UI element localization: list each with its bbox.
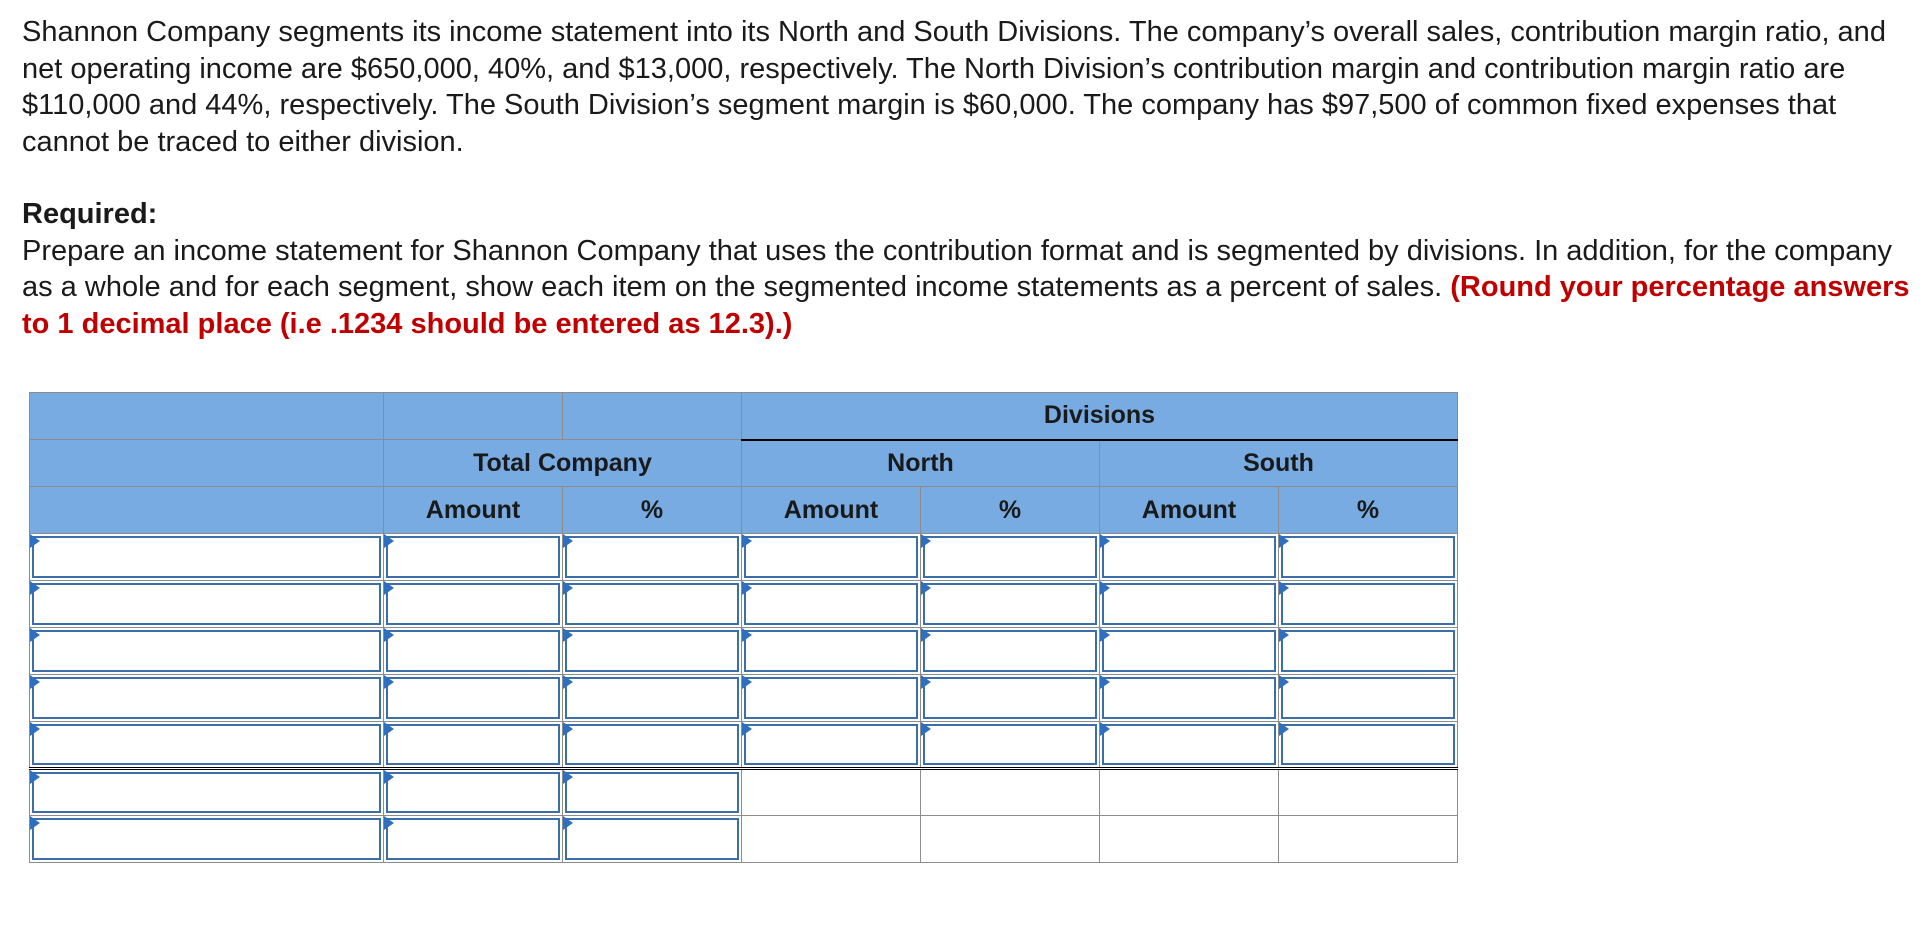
input-marker-icon — [384, 816, 394, 830]
south-amount-input[interactable] — [1100, 628, 1279, 675]
table-row — [30, 581, 1458, 628]
input-marker-icon — [1100, 628, 1110, 642]
problem-intro: Shannon Company segments its income statement into its North and South Divisions. The company’s overall sales, contribution margin ratio, and net operating income are $650,000, 40%, and $13,000, respectively. The North Division’s contribution margin and contribution margin ratio are $110,000 and 44%, respectively. The South Division’s segment margin is $60,000. The company has $97,500 of common fixed expenses that cannot be traced to either division. — [22, 16, 1886, 158]
row-label-dropdown[interactable] — [30, 675, 384, 722]
segmented-income-statement-table — [29, 392, 1458, 863]
input-marker-icon — [921, 534, 931, 548]
input-marker-icon — [563, 581, 573, 595]
empty-cell — [1279, 769, 1458, 816]
south-amount-header: Amount — [1100, 487, 1279, 534]
header-row-segments — [30, 440, 1458, 487]
empty-cell — [1279, 816, 1458, 863]
input-marker-icon — [1279, 581, 1289, 595]
total-pct-input[interactable] — [563, 769, 742, 816]
table-row — [30, 769, 1458, 816]
table-row — [30, 816, 1458, 863]
south-pct-input[interactable] — [1279, 628, 1458, 675]
input-marker-icon — [1100, 534, 1110, 548]
dropdown-arrow-icon — [30, 770, 40, 784]
table-row — [30, 534, 1458, 581]
total-amount-input[interactable] — [384, 675, 563, 722]
south-pct-input[interactable] — [1279, 581, 1458, 628]
row-label-dropdown[interactable] — [30, 769, 384, 816]
total-pct-input[interactable] — [563, 534, 742, 581]
input-marker-icon — [1279, 534, 1289, 548]
dropdown-arrow-icon — [30, 722, 40, 736]
input-marker-icon — [563, 770, 573, 784]
input-marker-icon — [1100, 675, 1110, 689]
table-row — [30, 722, 1458, 769]
input-marker-icon — [742, 675, 752, 689]
row-label-dropdown[interactable] — [30, 581, 384, 628]
north-pct-input[interactable] — [921, 534, 1100, 581]
north-amount-input[interactable] — [742, 534, 921, 581]
row-label-dropdown[interactable] — [30, 722, 384, 769]
south-pct-input[interactable] — [1279, 722, 1458, 769]
input-marker-icon — [742, 628, 752, 642]
empty-cell — [921, 816, 1100, 863]
input-marker-icon — [921, 675, 931, 689]
north-amount-input[interactable] — [742, 675, 921, 722]
dropdown-arrow-icon — [30, 581, 40, 595]
north-amount-input[interactable] — [742, 581, 921, 628]
total-amount-input[interactable] — [384, 722, 563, 769]
input-marker-icon — [563, 675, 573, 689]
header-blank-label-2 — [30, 440, 384, 487]
row-label-dropdown[interactable] — [30, 534, 384, 581]
north-amount-input[interactable] — [742, 628, 921, 675]
dropdown-arrow-icon — [30, 534, 40, 548]
total-amount-input[interactable] — [384, 581, 563, 628]
north-amount-header: Amount — [742, 487, 921, 534]
input-marker-icon — [384, 581, 394, 595]
total-amount-header: Amount — [384, 487, 563, 534]
total-amount-input[interactable] — [384, 816, 563, 863]
total-pct-input[interactable] — [563, 675, 742, 722]
table-row — [30, 675, 1458, 722]
south-pct-input[interactable] — [1279, 675, 1458, 722]
north-pct-input[interactable] — [921, 628, 1100, 675]
total-pct-input[interactable] — [563, 628, 742, 675]
total-pct-input[interactable] — [563, 816, 742, 863]
header-blank-total-amount — [384, 393, 563, 440]
input-marker-icon — [921, 628, 931, 642]
required-instructions — [22, 233, 1912, 343]
row-label-dropdown[interactable] — [30, 816, 384, 863]
rounding-note: (Round your percentage answers to 1 decimal place (i.e .1234 should be entered as 12.3).) — [22, 271, 1910, 340]
empty-cell — [742, 769, 921, 816]
south-pct-header: % — [1279, 487, 1458, 534]
input-marker-icon — [1100, 581, 1110, 595]
header-row-divisions — [30, 393, 1458, 440]
table-row — [30, 628, 1458, 675]
total-amount-input[interactable] — [384, 534, 563, 581]
input-marker-icon — [742, 722, 752, 736]
header-blank-label — [30, 393, 384, 440]
row-label-dropdown[interactable] — [30, 628, 384, 675]
south-amount-input[interactable] — [1100, 581, 1279, 628]
south-amount-input[interactable] — [1100, 675, 1279, 722]
south-header: South — [1100, 440, 1458, 487]
south-pct-input[interactable] — [1279, 534, 1458, 581]
total-amount-input[interactable] — [384, 769, 563, 816]
input-marker-icon — [921, 722, 931, 736]
input-marker-icon — [563, 722, 573, 736]
dropdown-arrow-icon — [30, 675, 40, 689]
north-pct-header: % — [921, 487, 1100, 534]
input-marker-icon — [384, 675, 394, 689]
input-marker-icon — [742, 534, 752, 548]
required-text: Prepare an income statement for Shannon Company that uses the contribution format and is segmented by divisions. In addition, for the company as a whole and for each segment, show each item on the segmented income statements as a percent of sales. — [22, 234, 1892, 303]
input-marker-icon — [1279, 675, 1289, 689]
input-marker-icon — [1279, 628, 1289, 642]
divisions-header: Divisions — [742, 393, 1458, 440]
total-company-header: Total Company — [384, 440, 742, 487]
input-marker-icon — [384, 628, 394, 642]
input-marker-icon — [563, 816, 573, 830]
north-pct-input[interactable] — [921, 581, 1100, 628]
total-pct-input[interactable] — [563, 722, 742, 769]
north-amount-input[interactable] — [742, 722, 921, 769]
input-marker-icon — [1279, 722, 1289, 736]
total-amount-input[interactable] — [384, 628, 563, 675]
empty-cell — [742, 816, 921, 863]
input-marker-icon — [384, 534, 394, 548]
dropdown-arrow-icon — [30, 816, 40, 830]
south-amount-input[interactable] — [1100, 534, 1279, 581]
empty-cell — [1100, 816, 1279, 863]
header-blank-label-3 — [30, 487, 384, 534]
input-marker-icon — [742, 581, 752, 595]
total-pct-header: % — [563, 487, 742, 534]
header-row-columns — [30, 487, 1458, 534]
input-marker-icon — [1100, 722, 1110, 736]
dropdown-arrow-icon — [30, 628, 40, 642]
empty-cell — [1100, 769, 1279, 816]
empty-cell — [921, 769, 1100, 816]
input-marker-icon — [921, 581, 931, 595]
input-marker-icon — [563, 628, 573, 642]
input-marker-icon — [384, 770, 394, 784]
north-header: North — [742, 440, 1100, 487]
header-blank-total-pct — [563, 393, 742, 440]
required-heading: Required: — [22, 198, 158, 230]
north-pct-input[interactable] — [921, 722, 1100, 769]
problem-statement — [22, 14, 1912, 342]
south-amount-input[interactable] — [1100, 722, 1279, 769]
input-marker-icon — [563, 534, 573, 548]
north-pct-input[interactable] — [921, 675, 1100, 722]
total-pct-input[interactable] — [563, 581, 742, 628]
input-marker-icon — [384, 722, 394, 736]
